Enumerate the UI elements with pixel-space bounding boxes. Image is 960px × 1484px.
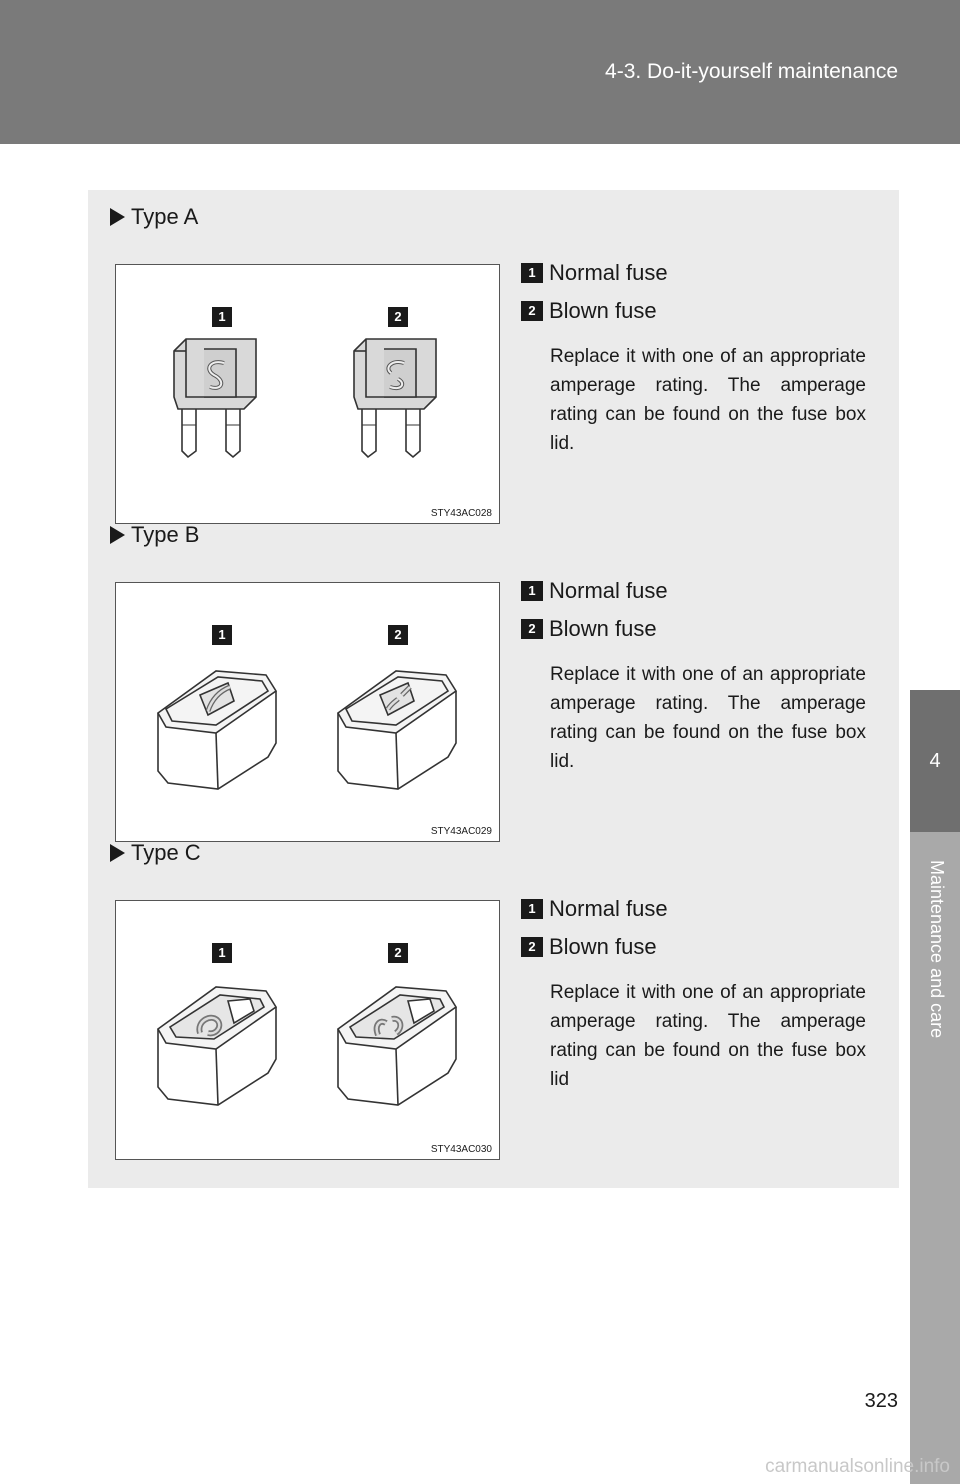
triangle-bullet-icon	[110, 526, 125, 544]
type-heading-label: Type B	[131, 522, 200, 547]
callout-1: 1	[212, 625, 232, 645]
callout-1: 1	[212, 943, 232, 963]
number-badge-2: 2	[521, 937, 543, 957]
chapter-side-label: Maintenance and care	[927, 860, 947, 1039]
figure-code: STY43AC030	[430, 1144, 492, 1155]
number-badge-1: 1	[521, 263, 543, 283]
type-heading	[110, 522, 199, 548]
callout-1: 1	[212, 307, 232, 327]
fuse-figure-c	[115, 900, 500, 1160]
description-text: Replace it with one of an appropriate amperage rating. The amperage rating can be found on the fuse box lid.	[550, 664, 866, 772]
cartridge-fuse-illustration	[116, 583, 501, 843]
triangle-bullet-icon	[110, 844, 125, 862]
list-item-label: Blown fuse	[549, 298, 657, 323]
type-heading-label: Type C	[131, 840, 201, 865]
fuse-figure-a	[115, 264, 500, 524]
page-header	[0, 0, 960, 144]
list-item-normal-fuse	[521, 896, 668, 922]
section-type-a	[88, 190, 899, 519]
page-number: 323	[864, 1390, 898, 1412]
list-item-normal-fuse	[521, 260, 668, 286]
chapter-tab	[910, 690, 960, 832]
number-badge-2: 2	[521, 619, 543, 639]
callout-2: 2	[388, 943, 408, 963]
section-type-c	[88, 826, 899, 1155]
chapter-tab-number: 4	[929, 749, 941, 772]
chapter-title: 4-3. Do-it-yourself maintenance	[605, 60, 898, 83]
figure-code: STY43AC029	[430, 826, 492, 837]
list-item-normal-fuse	[521, 578, 668, 604]
type-heading	[110, 204, 198, 230]
blade-fuse-illustration	[116, 265, 501, 525]
watermark-text: carmanualsonline.info	[765, 1456, 950, 1477]
list-item-blown-fuse	[521, 616, 657, 642]
number-badge-2: 2	[521, 301, 543, 321]
list-item-label: Normal fuse	[549, 578, 668, 603]
number-badge-1: 1	[521, 899, 543, 919]
type-heading	[110, 840, 201, 866]
triangle-bullet-icon	[110, 208, 125, 226]
list-item-label: Normal fuse	[549, 260, 668, 285]
description-text: Replace it with one of an appropriate amperage rating. The amperage rating can be found on the fuse box lid	[550, 982, 866, 1090]
number-badge-1: 1	[521, 581, 543, 601]
list-item-label: Blown fuse	[549, 616, 657, 641]
callout-2: 2	[388, 307, 408, 327]
content-panel	[88, 190, 899, 1188]
description-text: Replace it with one of an appropriate amperage rating. The amperage rating can be found on the fuse box lid.	[550, 346, 866, 454]
list-item-label: Normal fuse	[549, 896, 668, 921]
list-item-label: Blown fuse	[549, 934, 657, 959]
cartridge-fuse-illustration	[116, 901, 501, 1161]
fuse-figure-b	[115, 582, 500, 842]
list-item-blown-fuse	[521, 298, 657, 324]
list-item-blown-fuse	[521, 934, 657, 960]
type-heading-label: Type A	[131, 204, 199, 229]
callout-2: 2	[388, 625, 408, 645]
figure-code: STY43AC028	[430, 508, 492, 519]
section-type-b	[88, 508, 899, 837]
